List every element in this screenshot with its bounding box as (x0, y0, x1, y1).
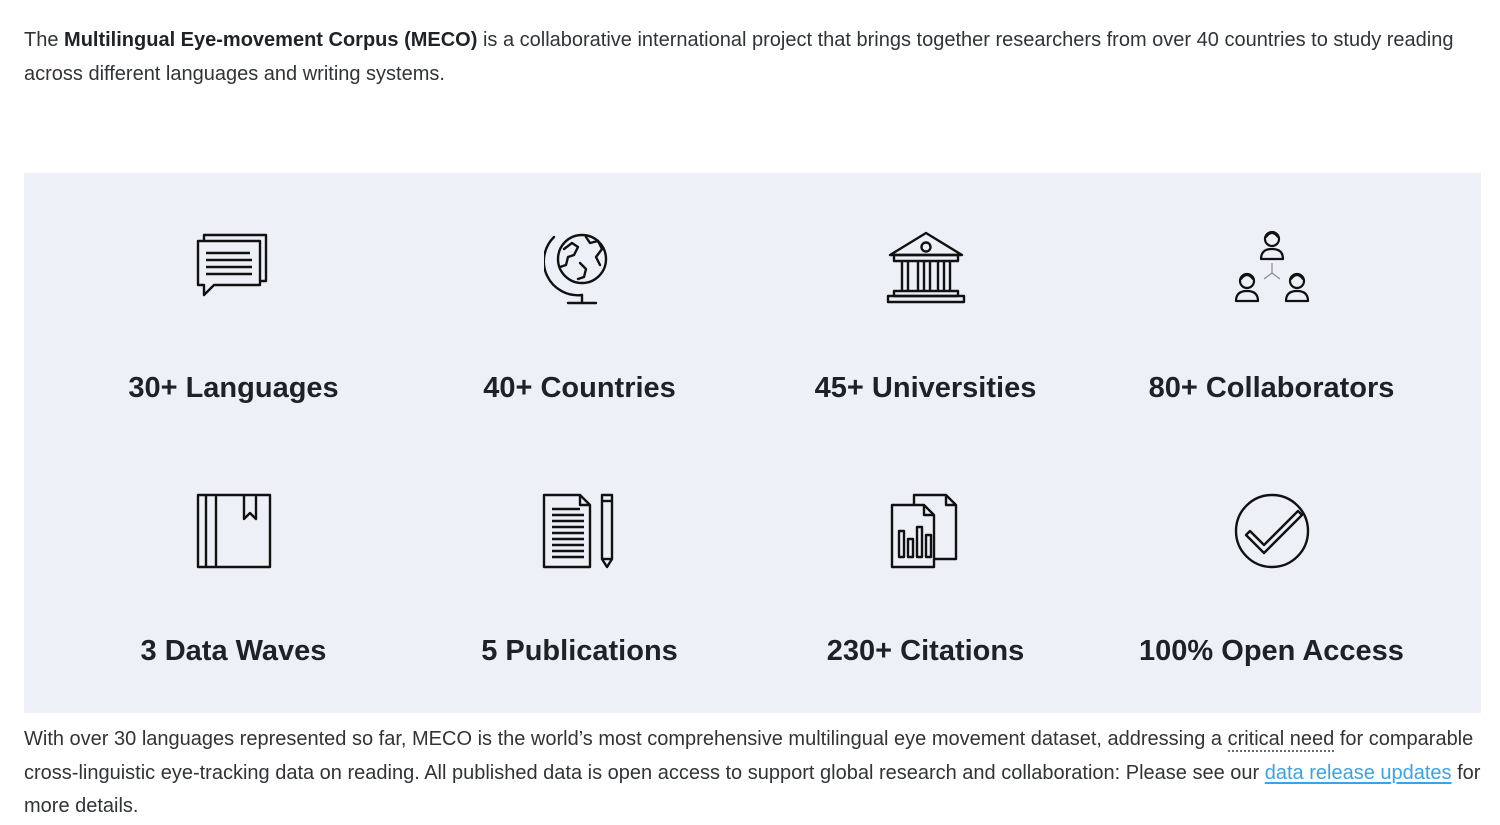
outro-text-3: for more details. (24, 761, 1481, 817)
data-release-updates-link[interactable]: data release updates (1264, 761, 1452, 784)
stats-panel (24, 173, 1481, 713)
document-pencil-icon (540, 491, 620, 571)
stat-label: 40+ Countries (483, 372, 676, 404)
intro-prefix: The (24, 29, 65, 51)
chat-bubbles-icon (194, 229, 274, 299)
bookmark-book-icon (194, 491, 274, 571)
stat-label: 3 Data Waves (140, 635, 327, 667)
stat-label: 45+ Universities (814, 372, 1037, 404)
outro-paragraph (24, 723, 1486, 824)
globe-icon (544, 227, 616, 307)
project-name: Multilingual Eye-movement Corpus (MECO) (64, 29, 478, 51)
stat-label: 230+ Citations (826, 635, 1025, 667)
university-building-icon (886, 229, 966, 305)
outro-text-1: With over 30 languages represented so far, MECO is the world’s most comprehensive multilingual eye movement dataset, addressing a (24, 728, 1228, 750)
stat-label: 100% Open Access (1139, 635, 1404, 667)
people-network-icon (1232, 227, 1312, 307)
stat-label: 80+ Collaborators (1148, 372, 1395, 404)
intro-suffix: is a collaborative international project that brings together researchers from over 40 countries to study reading across different languages and writing systems. (24, 29, 1454, 85)
checkmark-circle-icon (1232, 491, 1312, 571)
outro-text-2: for comparable cross-linguistic eye-tracking data on reading. All published data is open access to support global research and collaboration: Please see our (24, 728, 1474, 784)
bar-chart-documents-icon (886, 491, 966, 571)
stat-label: 5 Publications (481, 635, 678, 667)
intro-paragraph (24, 24, 1486, 91)
critical-need-tooltip-term[interactable]: critical need (1227, 728, 1335, 750)
stat-label: 30+ Languages (128, 372, 339, 404)
